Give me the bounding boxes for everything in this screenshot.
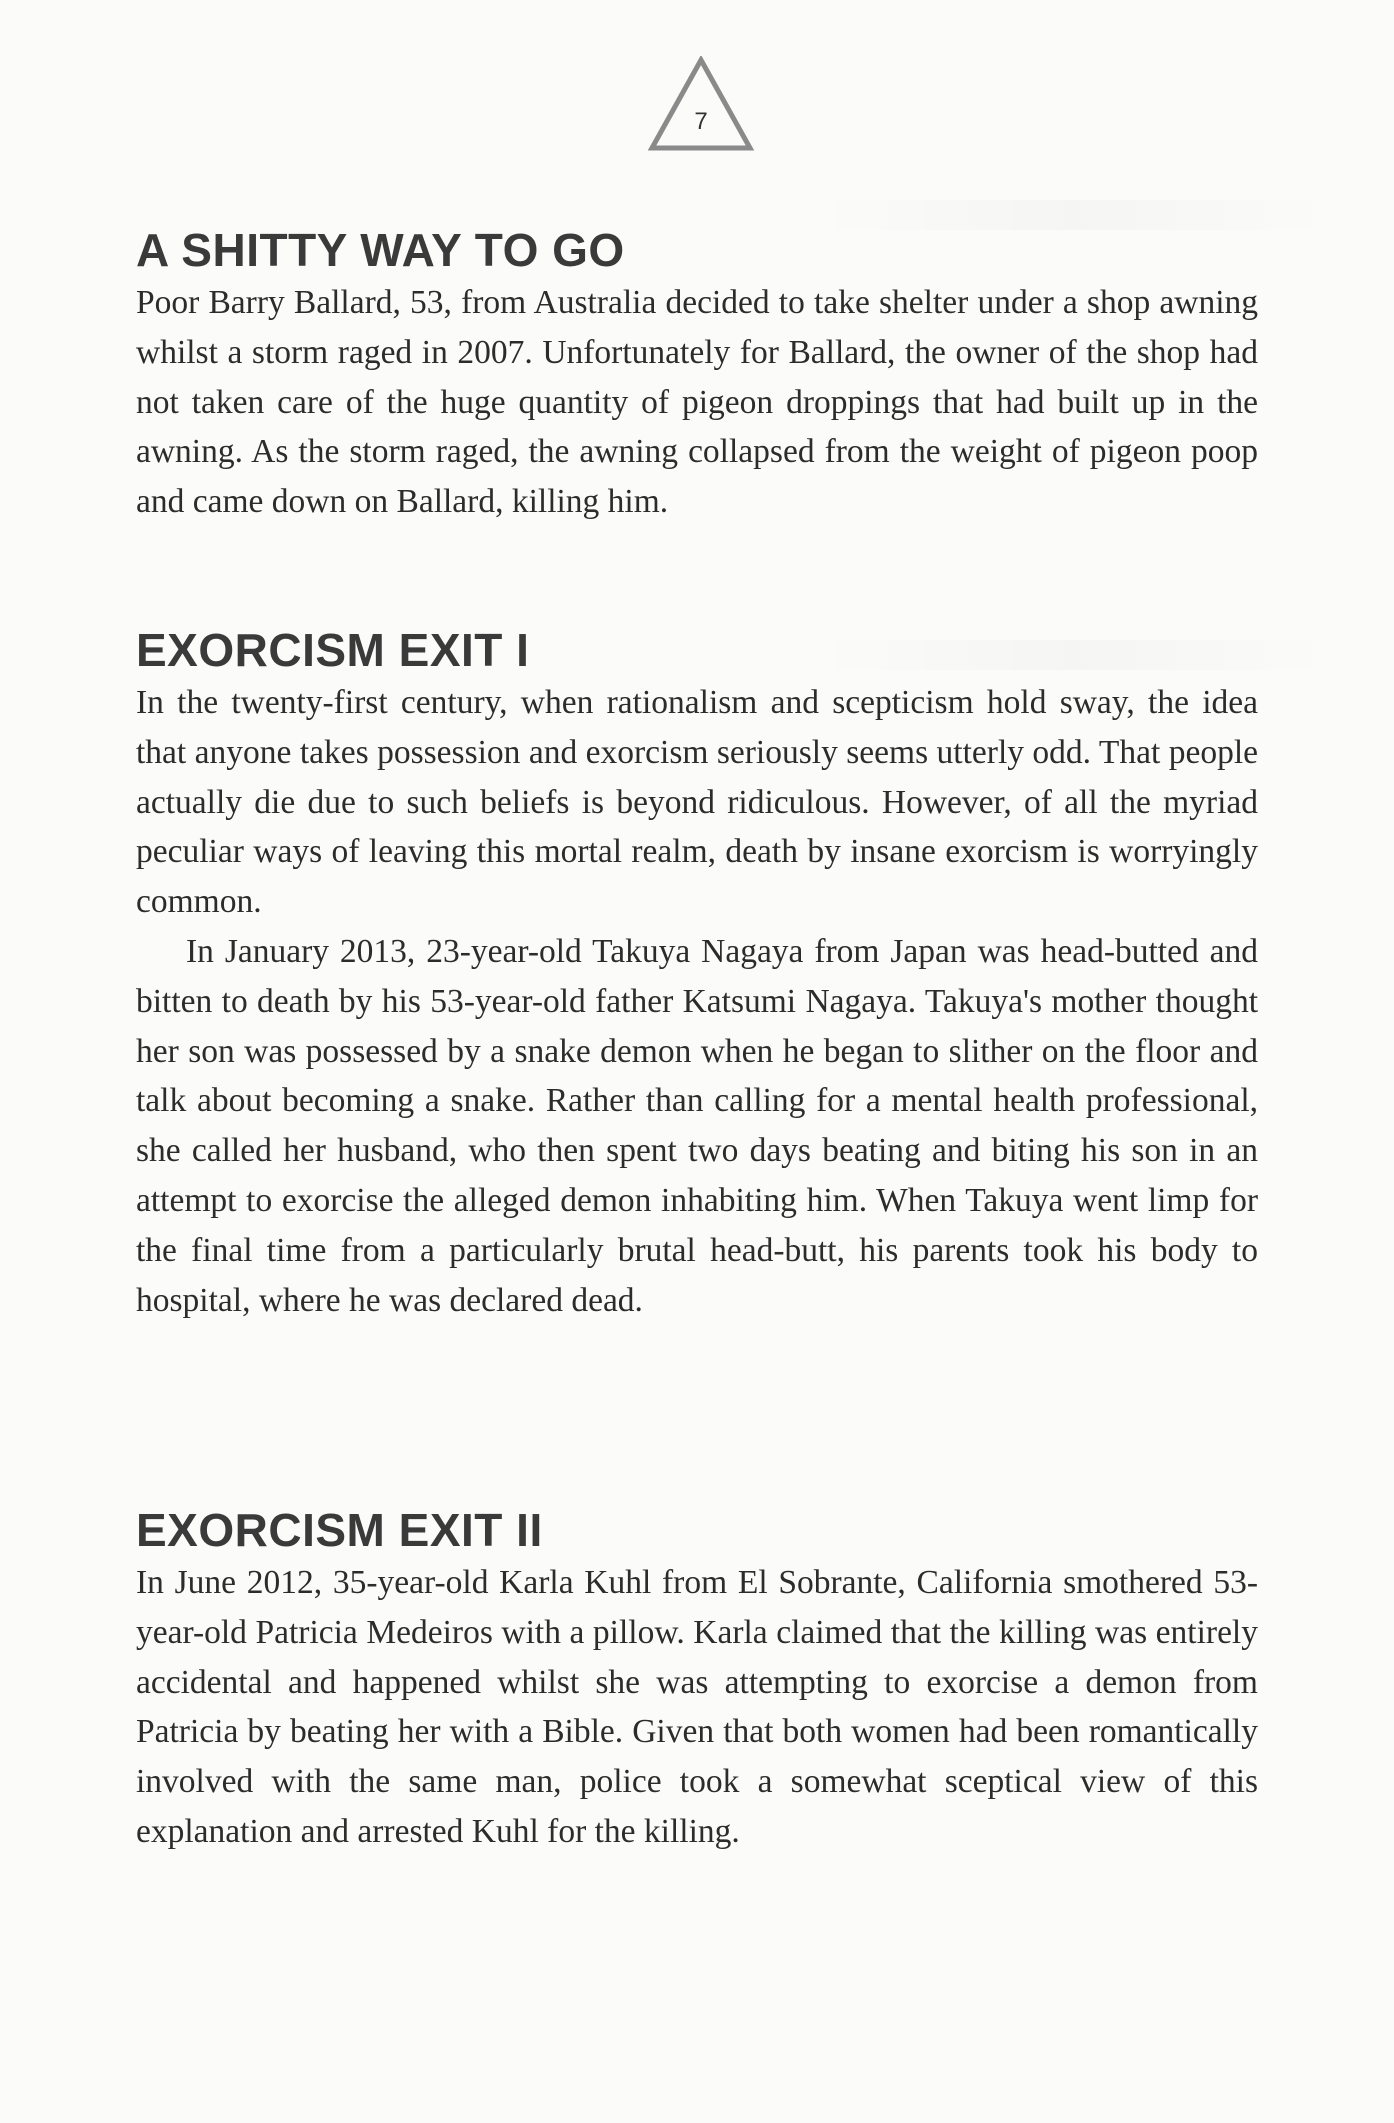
- section-paragraph: In the twenty-first century, when rationalism and scepticism hold sway, the idea that anyone takes possession and exorcism seriously seems utterly odd. That people actually die due to such beliefs is beyond ridiculous. However, of all the myriad peculiar ways of leaving this mortal realm, death by insane exorcism is worryingly common.: [136, 684, 1258, 921]
- section-paragraph: Poor Barry Ballard, 53, from Australia decided to take shelter under a shop awning whilst a storm raged in 2007. Unfortunately for Ballard, the owner of the shop had not taken care of the huge quantity of pigeon droppings that had built up in the awning. As the storm raged, the awning collapsed from the weight of pigeon poop and came down on Ballard, killing him.: [136, 284, 1258, 521]
- section-shitty-way-to-go: [136, 222, 1258, 527]
- triangle-icon: [646, 56, 756, 152]
- section-heading: EXORCISM EXIT II: [136, 1504, 543, 1556]
- page-number: 7: [694, 108, 708, 135]
- section-heading: EXORCISM EXIT I: [136, 624, 530, 676]
- page-number-marker: [646, 56, 756, 152]
- section-heading: A SHITTY WAY TO GO: [136, 224, 625, 276]
- section-exorcism-exit-1: [136, 622, 1258, 1325]
- section-paragraph: In January 2013, 23-year-old Takuya Nagaya from Japan was head-butted and bitten to death by his 53-year-old father Katsumi Nagaya. Takuya's mother thought her son was possessed by a snake demon when he began to slither on the floor and talk about becoming a snake. Rather than calling for a mental health professional, she called her husband, who then spent two days beating and biting his son in an attempt to exorcise the alleged demon inhabiting him. When Takuya went limp for the final time from a particularly brutal head-butt, his parents took his body to hospital, where he was declared dead.: [136, 932, 1258, 1319]
- section-exorcism-exit-2: [136, 1502, 1258, 1857]
- section-paragraph: In June 2012, 35-year-old Karla Kuhl from El Sobrante, California smothered 53-year-old Patricia Medeiros with a pillow. Karla claimed that the killing was entirely accidental and happened whilst she was attempting to exorcise a demon from Patricia by beating her with a Bible. Given that both women had been romantically involved with the same man, police took a somewhat sceptical view of this explanation and arrested Kuhl for the killing.: [136, 1564, 1258, 1850]
